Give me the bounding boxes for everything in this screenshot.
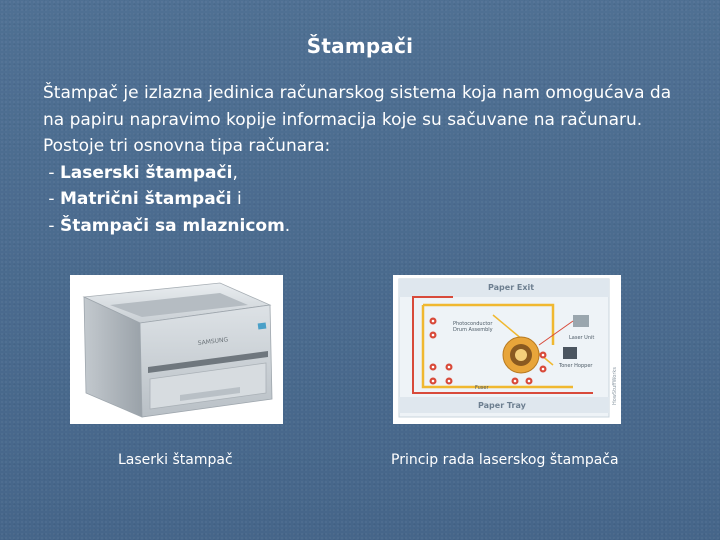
paper-tray-label: Paper Tray	[478, 401, 526, 410]
toner-hopper-label: Toner Hopper	[559, 363, 593, 369]
laser-printer-image	[70, 275, 283, 424]
bullet-inkjet: - Štampači sa mlaznicom.	[43, 215, 291, 236]
brand-label: SAMSUNG	[197, 336, 229, 347]
photoconductor-label: Photoconductor	[453, 321, 493, 327]
intro-paragraph: Štampač je izlazna jedinica računarskog sistema koja nam omogućava da na papiru napravimo kopije informacija koje su sačuvane na računaru. Postoje tri osnovna tipa računara:	[43, 83, 672, 156]
bullet-laser: - Laserski štampači,	[43, 162, 238, 183]
slide-body	[43, 80, 683, 239]
bullet-matrix: - Matrični štampači i	[43, 189, 242, 209]
drum-assembly-label: Drum Assembly	[453, 327, 493, 333]
paper-exit-label: Paper Exit	[488, 283, 535, 292]
credit-label: HowStuffWorks	[612, 367, 618, 405]
left-image-caption: Laserki štampač	[118, 452, 233, 468]
slide-title: Štampači	[306, 34, 414, 58]
fuser-label: Fuser	[475, 385, 489, 391]
laser-unit-label: Laser Unit	[569, 335, 595, 341]
laser-printer-diagram	[393, 275, 621, 424]
right-image-caption: Princip rada laserskog štampača	[391, 452, 619, 468]
